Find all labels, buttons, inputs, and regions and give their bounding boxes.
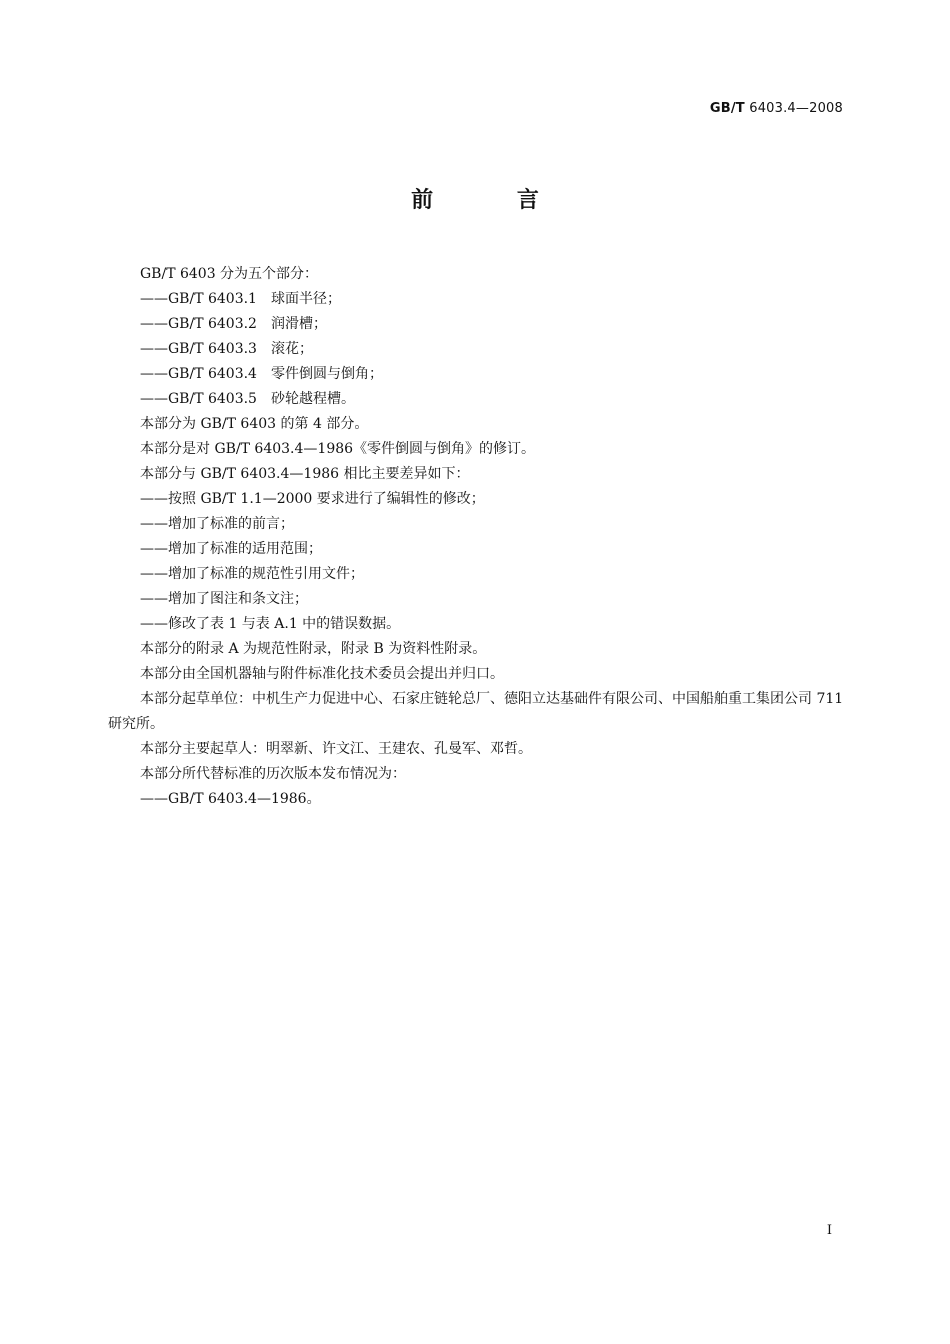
paragraph-drafters: 本部分主要起草人：明翠新、许文江、王建农、孔曼军、邓哲。: [140, 741, 532, 757]
list-item-part-1: ——GB/T 6403.1 球面半径；: [140, 291, 341, 307]
list-item-difference-5: ——增加了图注和条文注；: [140, 591, 308, 607]
list-item-difference-6: ——修改了表 1 与表 A.1 中的错误数据。: [140, 616, 401, 632]
paragraph-parts-intro: GB/T 6403 分为五个部分：: [140, 266, 319, 282]
page-number: I: [826, 1223, 832, 1238]
document-code-number: 6403.4—2008: [749, 101, 843, 116]
paragraph-history-intro: 本部分所代替标准的历次版本发布情况为：: [140, 766, 406, 782]
foreword-body: [108, 262, 844, 812]
document-code: [710, 101, 843, 116]
list-item-part-5: ——GB/T 6403.5 砂轮越程槽。: [140, 391, 355, 407]
paragraph-proposer: 本部分由全国机器轴与附件标准化技术委员会提出并归口。: [140, 666, 504, 682]
paragraph-drafting-units: 本部分起草单位：中机生产力促进中心、石家庄链轮总厂、德阳立达基础件有限公司、中国船舶重工集团公司 711 研究所。: [108, 691, 844, 732]
paragraph-differences-intro: 本部分与 GB/T 6403.4—1986 相比主要差异如下：: [140, 466, 470, 482]
list-item-part-3: ——GB/T 6403.3 滚花；: [140, 341, 313, 357]
page-title: 前 言: [411, 188, 577, 213]
list-item-difference-4: ——增加了标准的规范性引用文件；: [140, 566, 364, 582]
list-item-difference-1: ——按照 GB/T 1.1—2000 要求进行了编辑性的修改；: [140, 491, 485, 507]
paragraph-this-part: 本部分为 GB/T 6403 的第 4 部分。: [140, 416, 369, 432]
paragraph-revision: 本部分是对 GB/T 6403.4—1986《零件倒圆与倒角》的修订。: [140, 441, 536, 457]
list-item-difference-3: ——增加了标准的适用范围；: [140, 541, 322, 557]
list-item-part-2: ——GB/T 6403.2 润滑槽；: [140, 316, 327, 332]
list-item-part-4: ——GB/T 6403.4 零件倒圆与倒角；: [140, 366, 383, 382]
list-item-history-1: ——GB/T 6403.4—1986。: [140, 791, 321, 807]
paragraph-annexes: 本部分的附录 A 为规范性附录，附录 B 为资料性附录。: [140, 641, 487, 657]
list-item-difference-2: ——增加了标准的前言；: [140, 516, 294, 532]
document-code-prefix: GB/T: [709, 101, 745, 116]
